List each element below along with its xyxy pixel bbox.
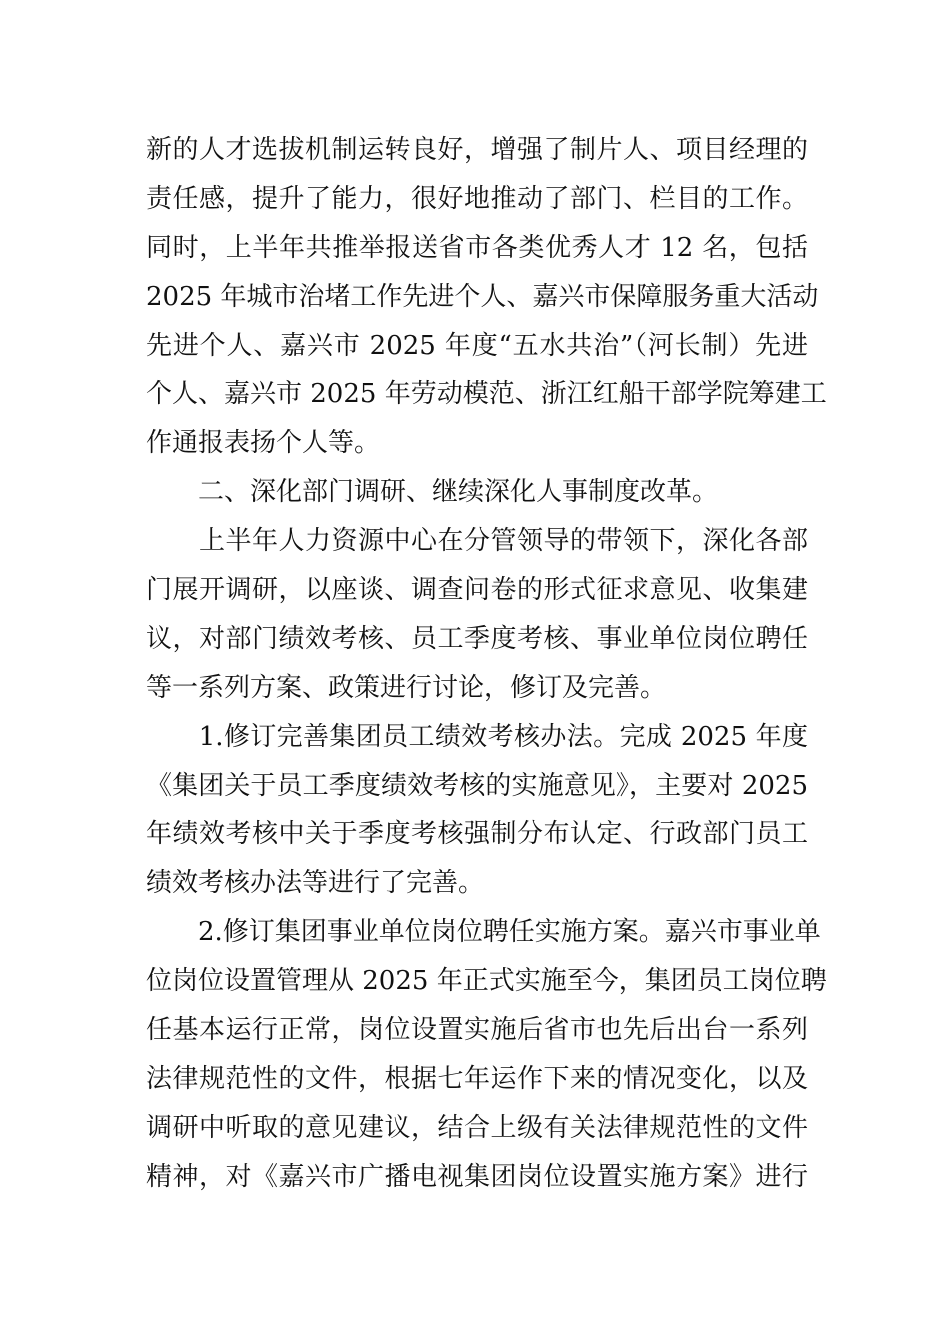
text-line: 先进个人、嘉兴市 2025 年度“五水共治”（河长制）先进 [146,330,808,361]
text-line: 上半年人力资源中心在分管领导的带领下，深化各部 [146,526,808,557]
text-line: 门展开调研，以座谈、调查问卷的形式征求意见、收集建 [146,575,808,606]
text-line: 等一系列方案、政策进行讨论，修订及完善。 [146,672,667,703]
text-line: 议，对部门绩效考核、员工季度考核、事业单位岗位聘任 [146,623,808,654]
text-line: 位岗位设置管理从 2025 年正式实施至今，集团员工岗位聘 [146,966,827,997]
text-line: 精神，对《嘉兴市广播电视集团岗位设置实施方案》进行 [146,1161,808,1192]
text-line: 任基本运行正常，岗位设置实施后省市也先后出台一系列 [146,1015,808,1046]
text-line: 《集团关于员工季度绩效考核的实施意见》，主要对 2025 [146,770,808,801]
text-line: 年绩效考核中关于季度考核强制分布认定、行政部门员工 [146,819,808,850]
text-line: 法律规范性的文件，根据七年运作下来的情况变化，以及 [146,1063,808,1094]
text-line: 2025 年城市治堵工作先进个人、嘉兴市保障服务重大活动 [146,281,819,312]
body-text [146,126,827,1202]
text-line: 新的人才选拔机制运转良好，增强了制片人、项目经理的 [146,135,808,165]
text-line: 绩效考核办法等进行了完善。 [146,868,485,899]
section-heading: 二、深化部门调研、继续深化人事制度改革。 [146,477,719,508]
text-line: 作通报表扬个人等。 [146,428,381,459]
text-line: 同时，上半年共推举报送省市各类优秀人才 12 名，包括 [146,232,808,263]
text-line: 责任感，提升了能力，很好地推动了部门、栏目的工作。 [146,183,808,214]
text-line: 调研中听取的意见建议，结合上级有关法律规范性的文件 [146,1112,808,1143]
text-line: 1.修订完善集团员工绩效考核办法。完成 2025 年度 [146,721,808,752]
text-line: 个人、嘉兴市 2025 年劳动模范、浙江红船干部学院筹建工 [146,379,827,410]
text-line: 2.修订集团事业单位岗位聘任实施方案。嘉兴市事业单 [146,917,821,948]
